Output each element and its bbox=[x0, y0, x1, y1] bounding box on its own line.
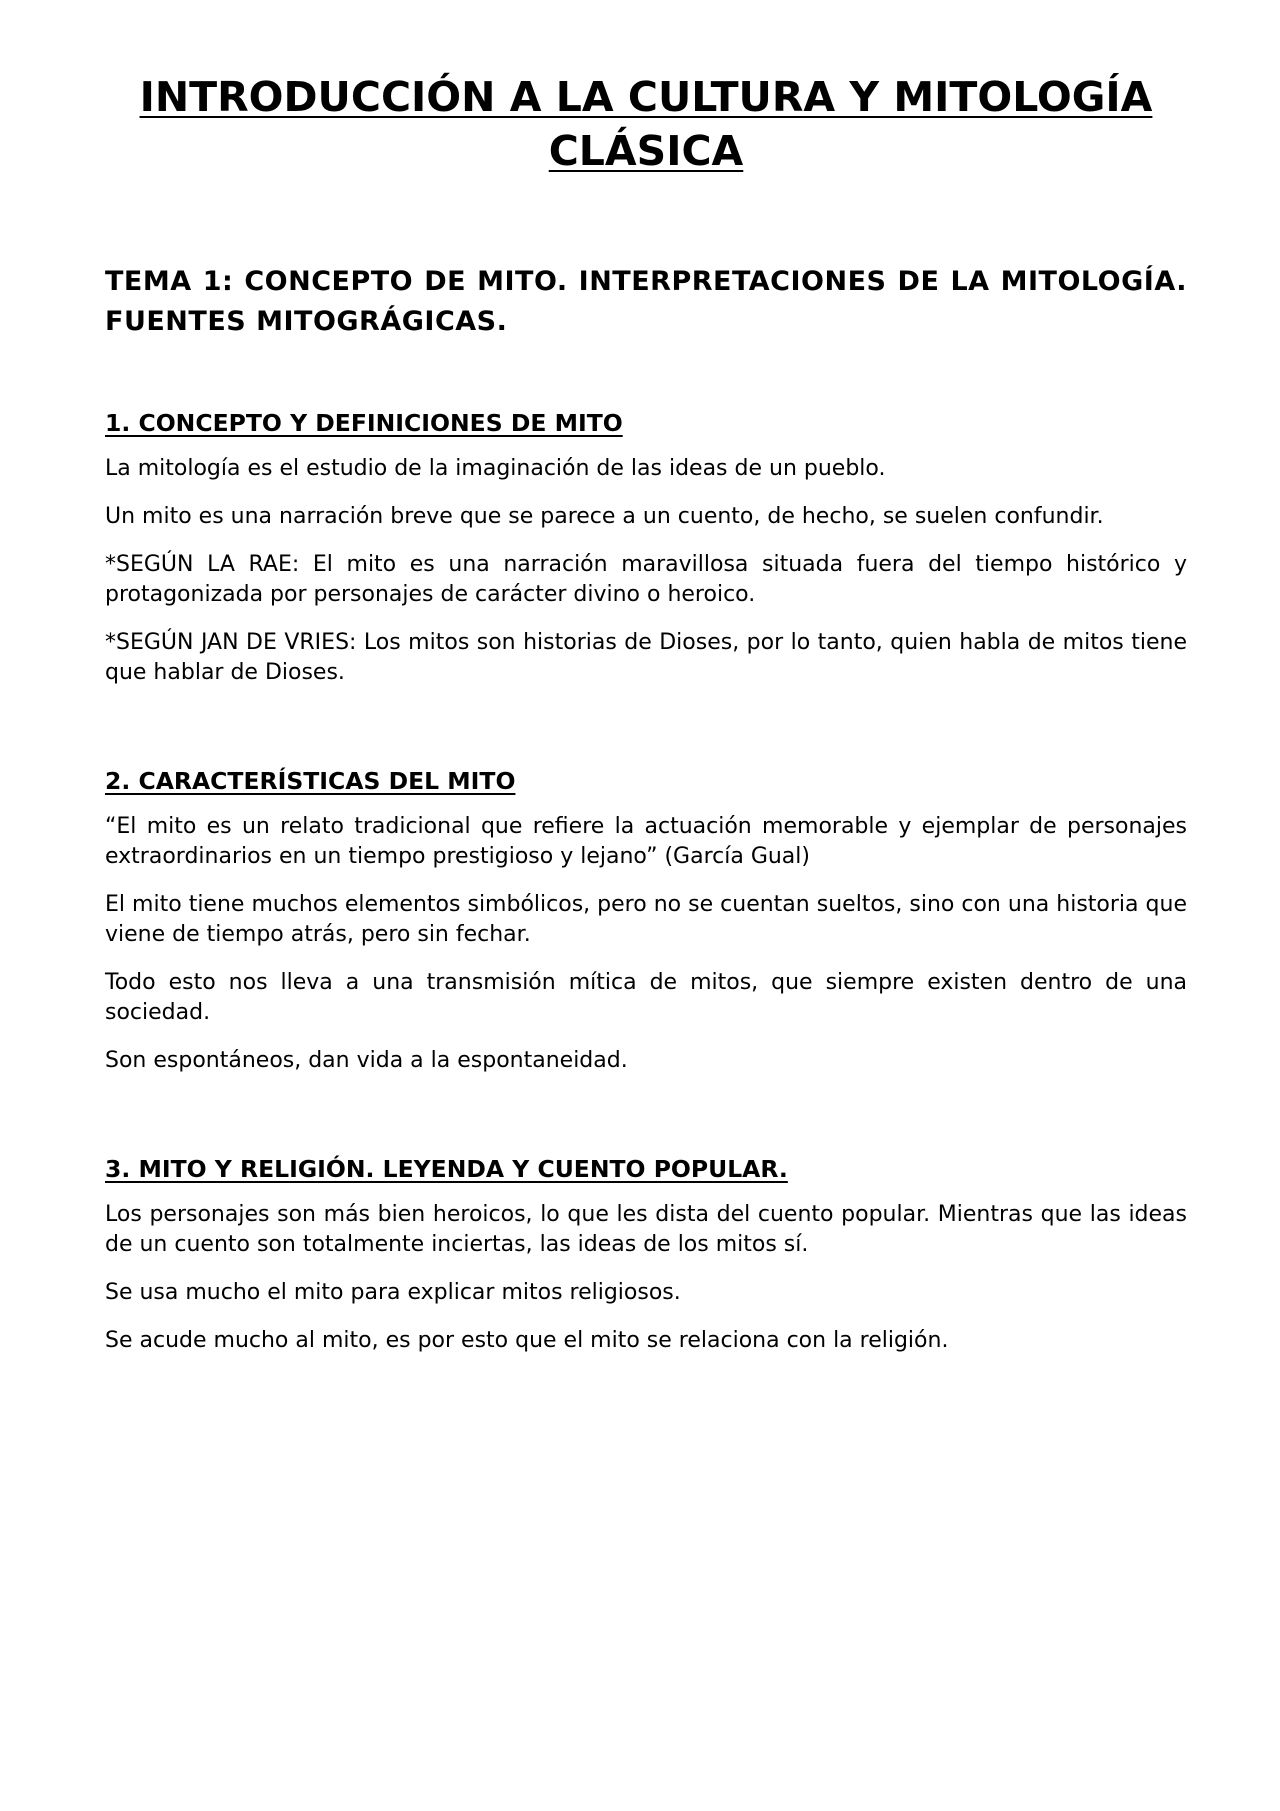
paragraph: “El mito es un relato tradicional que refiere la actuación memorable y ejemplar de personajes extraordinarios en un tiempo prestigioso y lejano” (García Gual) bbox=[105, 814, 1187, 869]
paragraph: Un mito es una narración breve que se parece a un cuento, de hecho, se suelen confundir. bbox=[105, 504, 1104, 529]
paragraph: Los personajes son más bien heroicos, lo que les dista del cuento popular. Mientras que las ideas de un cuento son totalmente inciertas, las ideas de los mitos sí. bbox=[105, 1202, 1187, 1257]
document-title-line-1: INTRODUCCIÓN A LA CULTURA Y MITOLOGÍA bbox=[139, 73, 1153, 121]
paragraph: Todo esto nos lleva a una transmisión mítica de mitos, que siempre existen dentro de una sociedad. bbox=[105, 970, 1187, 1025]
paragraph: El mito tiene muchos elementos simbólicos, pero no se cuentan sueltos, sino con una historia que viene de tiempo atrás, pero sin fechar. bbox=[105, 892, 1187, 947]
paragraph: Son espontáneos, dan vida a la espontaneidad. bbox=[105, 1048, 628, 1073]
paragraph: *SEGÚN LA RAE: El mito es una narración maravillosa situada fuera del tiempo histórico y protagonizada por personajes de carácter divino o heroico. bbox=[105, 552, 1187, 607]
paragraph: *SEGÚN JAN DE VRIES: Los mitos son historias de Dioses, por lo tanto, quien habla de mitos tiene que hablar de Dioses. bbox=[105, 630, 1187, 685]
section-caracteristicas bbox=[105, 766, 1187, 1076]
document-title-line-2: CLÁSICA bbox=[548, 127, 744, 175]
tema-heading: TEMA 1: CONCEPTO DE MITO. INTERPRETACIONES DE LA MITOLOGÍA. FUENTES MITOGRÁGICAS. bbox=[105, 266, 1187, 337]
section-heading: 2. CARACTERÍSTICAS DEL MITO bbox=[105, 767, 516, 795]
paragraph: Se acude mucho al mito, es por esto que el mito se relaciona con la religión. bbox=[105, 1328, 949, 1353]
document-page bbox=[105, 70, 1187, 1356]
document-title bbox=[105, 70, 1187, 178]
section-mito-religion bbox=[105, 1154, 1187, 1356]
paragraph: Se usa mucho el mito para explicar mitos religiosos. bbox=[105, 1280, 681, 1305]
section-heading: 3. MITO Y RELIGIÓN. LEYENDA Y CUENTO POPULAR. bbox=[105, 1155, 788, 1183]
section-concepto bbox=[105, 408, 1187, 688]
section-heading: 1. CONCEPTO Y DEFINICIONES DE MITO bbox=[105, 409, 623, 437]
paragraph: La mitología es el estudio de la imaginación de las ideas de un pueblo. bbox=[105, 456, 886, 481]
